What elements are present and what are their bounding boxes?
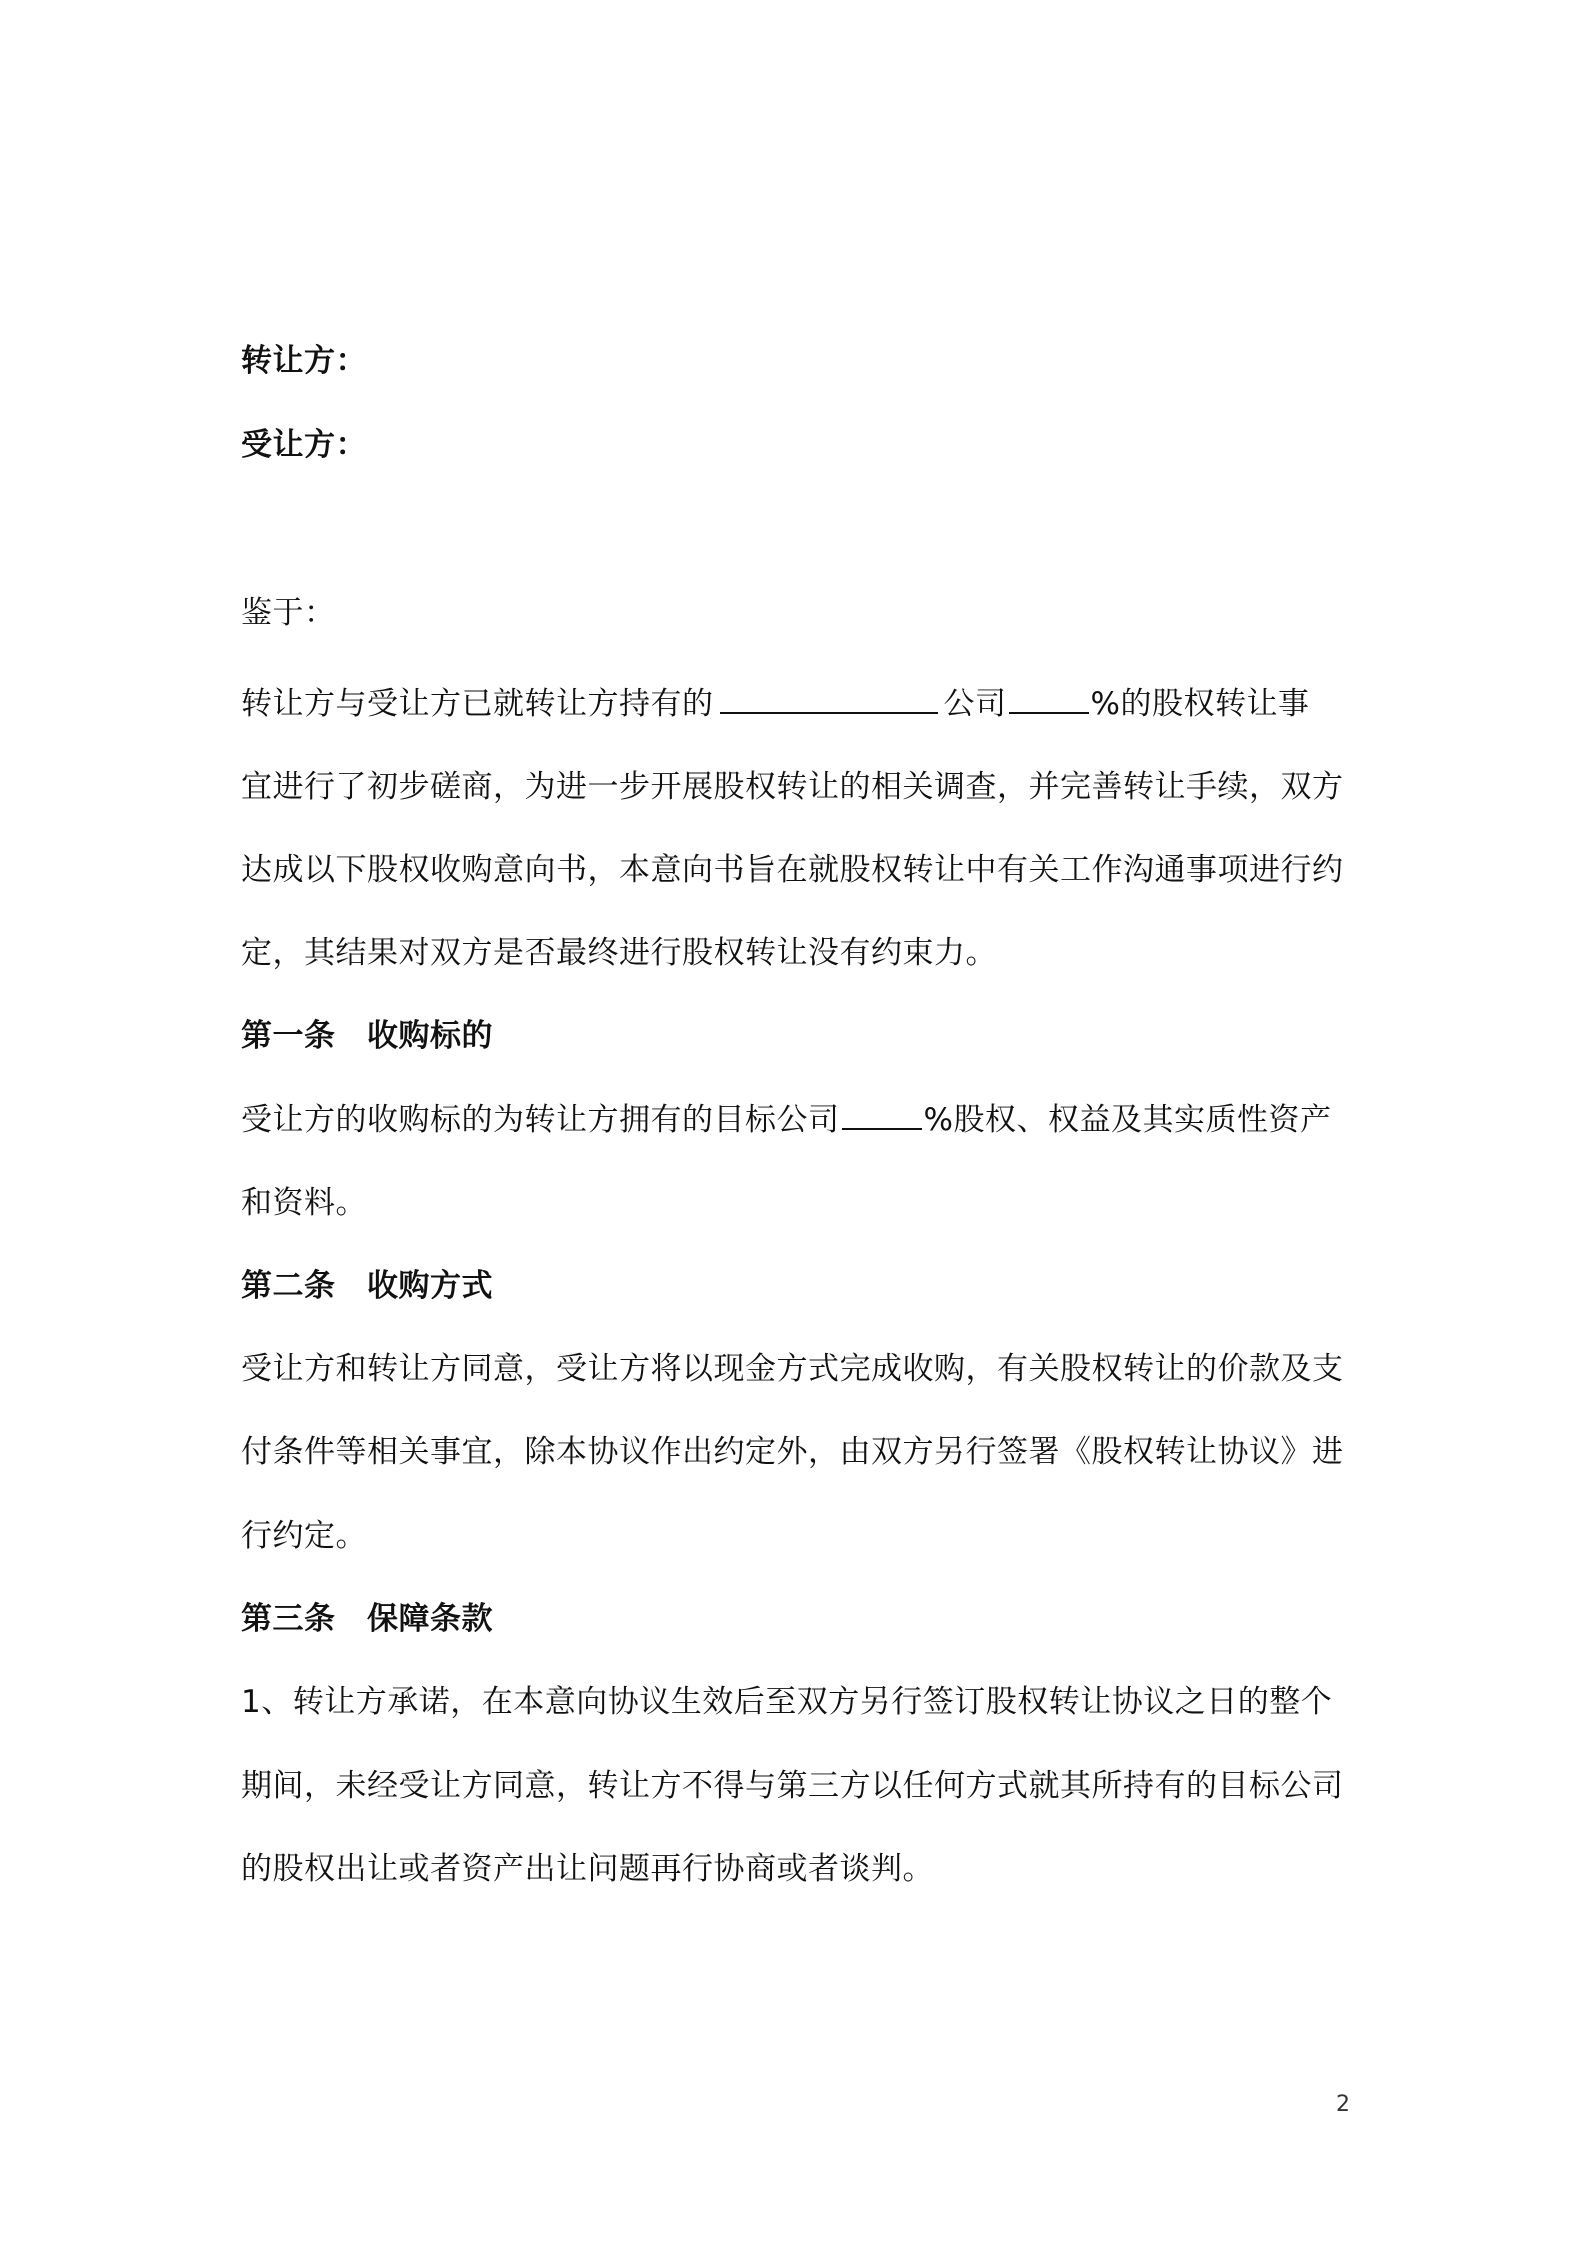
article-3-line-1: 1、转让方承诺，在本意向协议生效后至双方另行签订股权转让协议之日的整个 xyxy=(241,1684,1333,1720)
article-2-line-1: 受让方和转让方同意，受让方将以现金方式完成收购，有关股权转让的价款及支 xyxy=(241,1351,1344,1387)
article-2-line-2: 付条件等相关事宜，除本协议作出约定外，由双方另行签署《股权转让协议》进 xyxy=(241,1434,1344,1470)
company-name-blank[interactable] xyxy=(720,684,938,714)
article-1-line-1 xyxy=(241,1100,1361,1140)
whereas-paragraph-line-1 xyxy=(241,684,1361,724)
article-3-heading: 第三条 保障条款 xyxy=(241,1601,493,1637)
whereas-text-a: 转让方与受让方已就转让方持有的 xyxy=(241,686,714,722)
whereas-paragraph-line-4: 定，其结果对双方是否最终进行股权转让没有约束力。 xyxy=(241,935,997,971)
whereas-label: 鉴于： xyxy=(241,595,336,631)
article-2-heading: 第二条 收购方式 xyxy=(241,1268,493,1304)
whereas-paragraph-line-2: 宜进行了初步磋商，为进一步开展股权转让的相关调查，并完善转让手续，双方 xyxy=(241,769,1344,805)
article-1-heading: 第一条 收购标的 xyxy=(241,1018,493,1054)
page-number: 2 xyxy=(1336,2092,1350,2117)
transferee-label: 受让方： xyxy=(241,427,367,463)
article-1-text-b: %股权、权益及其实质性资产 xyxy=(923,1102,1332,1138)
transferor-label: 转让方： xyxy=(241,343,367,379)
equity-percent-blank[interactable] xyxy=(1009,684,1089,714)
article-2-line-3: 行约定。 xyxy=(241,1518,367,1554)
article-1-text-a: 受让方的收购标的为转让方拥有的目标公司 xyxy=(241,1102,840,1138)
article-1-line-2: 和资料。 xyxy=(241,1185,367,1221)
article-3-line-2: 期间，未经受让方同意，转让方不得与第三方以任何方式就其所持有的目标公司 xyxy=(241,1768,1344,1804)
target-percent-blank[interactable] xyxy=(842,1100,922,1130)
whereas-text-c: %的股权转让事 xyxy=(1090,686,1310,722)
whereas-paragraph-line-3: 达成以下股权收购意向书，本意向书旨在就股权转让中有关工作沟通事项进行约 xyxy=(241,852,1344,888)
article-3-line-3: 的股权出让或者资产出让问题再行协商或者谈判。 xyxy=(241,1851,934,1887)
whereas-text-b: 公司 xyxy=(943,686,1007,722)
